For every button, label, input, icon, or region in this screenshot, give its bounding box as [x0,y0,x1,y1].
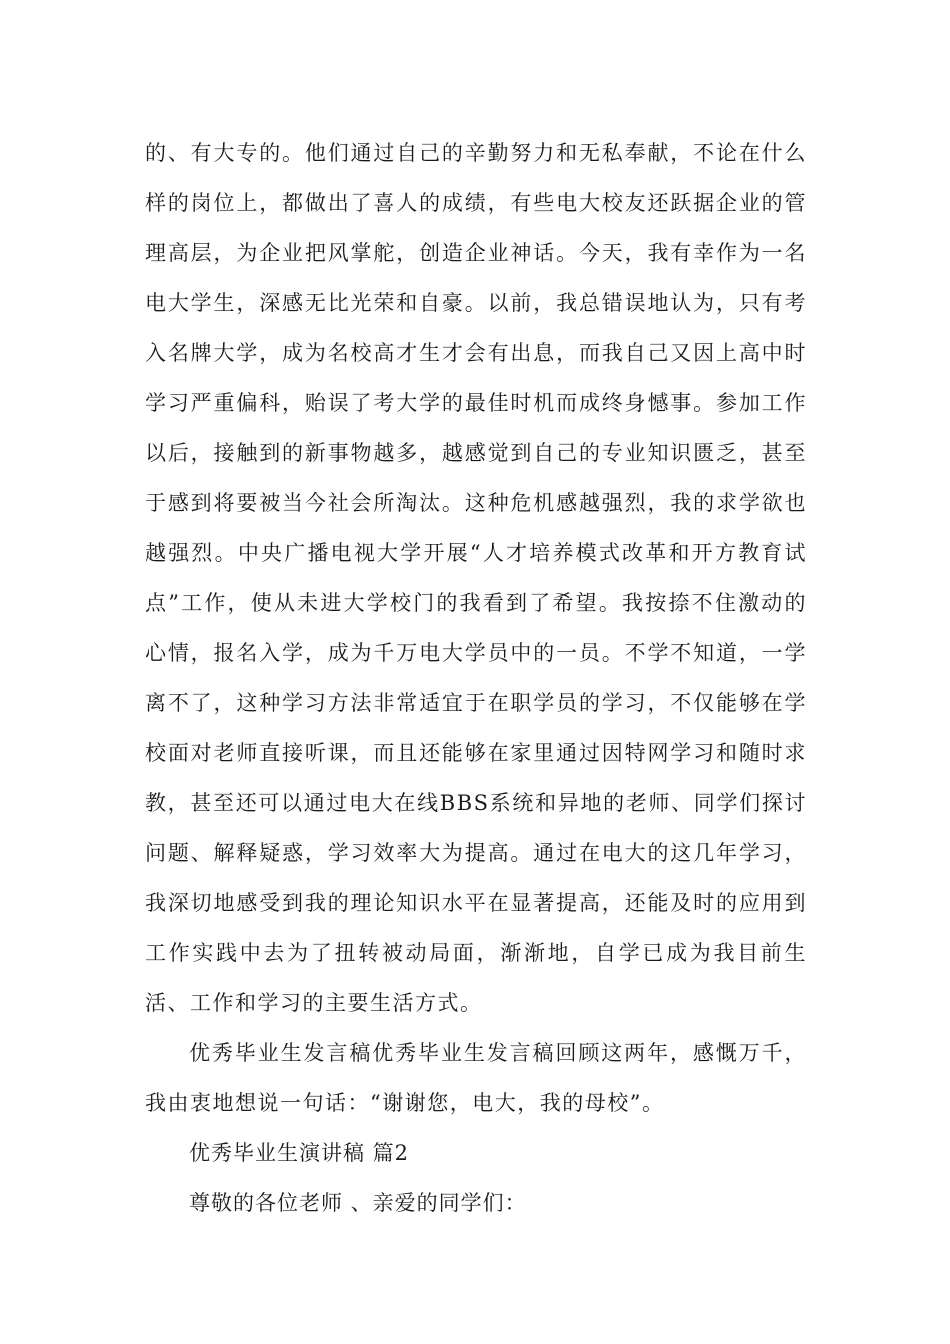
section-heading: 优秀毕业生演讲稿 篇2 [189,1141,410,1165]
paragraph-continuation: 的、有大专的。他们通过自己的辛勤努力和无私奉献，不论在什么样的岗位上，都做出了喜人的成绩，有些电大校友还跃据企业的管理高层，为企业把风掌舵，创造企业神话。今天，我有幸作为一名电大学生，深感无比光荣和自豪。以前，我总错误地认为，只有考入名牌大学，成为名校高才生才会有出息，而我自己又因上高中时学习严重偏科，贻误了考大学的最佳时机而成终身憾事。参加工作以后，接触到的新事物越多，越感觉到自己的专业知识匮乏，甚至于感到将要被当今社会所淘汰。这种危机感越强烈，我的求学欲也越强烈。中央广播电视大学开展“人才培养模式改革和开方教育试点”工作，使从未进大学校门的我看到了希望。我按捺不住激动的心情，报名入学，成为千万电大学员中的一员。不学不知道，一学离不了，这种学习方法非常适宜于在职学员的学习，不仅能够在学校面对老师直接听课，而且还能够在家里通过因特网学习和随时求教，甚至还可以通过电大在线BBS系统和异地的老师、同学们探讨问题、解释疑惑，学习效率大为提高。通过在电大的这几年学习，我深切地感受到我的理论知识水平在显著提高，还能及时的应用到工作实践中去为了扭转被动局面，渐渐地，自学已成为我目前生活、工作和学习的主要生活方式。 [145,141,807,1015]
document-body [145,128,807,1228]
paragraph-closing: 优秀毕业生发言稿优秀毕业生发言稿回顾这两年，感慨万千，我由衷地想说一句话：“谢谢您，电大，我的母校”。 [145,1041,807,1115]
greeting-line: 尊敬的各位老师 、亲爱的同学们： [189,1191,527,1215]
